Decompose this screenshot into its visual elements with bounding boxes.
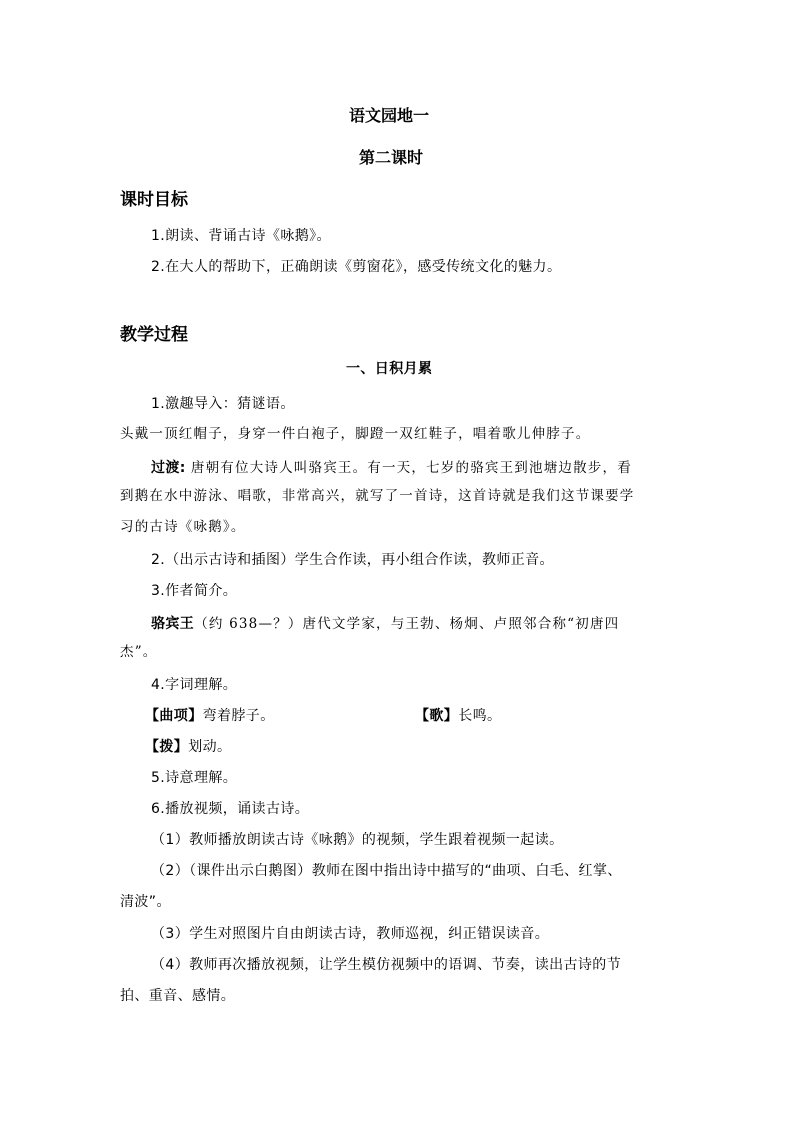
process-heading: 教学过程 xyxy=(120,325,188,345)
substep-1: （1）教师播放朗读古诗《咏鹅》的视频，学生跟着视频一起读。 xyxy=(151,832,564,848)
lesson-subtitle: 第二课时 xyxy=(359,148,424,167)
substep-2-line-1: （2）（课件出示白鹅图）教师在图中指出诗中描写的“曲项、白毛、红掌、 xyxy=(151,863,622,879)
transition-label: 过渡: xyxy=(151,460,186,476)
step-1: 1.激趣导入：猜谜语。 xyxy=(151,396,295,412)
section-title: 一、日积月累 xyxy=(346,361,433,377)
word-definition-3: 划动。 xyxy=(188,739,232,755)
substep-4-line-2: 拍、重音、感情。 xyxy=(120,988,236,1004)
author-text-1: （约 638—？）唐代文学家，与王勃、杨炯、卢照邻合称“初唐四 xyxy=(194,616,620,632)
transition-text-3: 习的古诗《咏鹅》。 xyxy=(120,519,246,535)
substep-2-line-2: 清波”。 xyxy=(120,894,171,910)
goal-item-2: 2.在大人的帮助下，正确朗读《剪窗花》，感受传统文化的魅力。 xyxy=(151,259,562,275)
word-entry-2 xyxy=(415,709,501,723)
step-5: 5.诗意理解。 xyxy=(151,770,238,786)
goal-item-1: 1.朗读、背诵古诗《咏鹅》。 xyxy=(151,228,331,244)
substep-3: （3）学生对照图片自由朗读古诗，教师巡视，纠正错误读音。 xyxy=(151,926,550,942)
word-term-3: 【拨】 xyxy=(145,739,189,755)
word-entry-3 xyxy=(145,740,231,754)
word-definition-1: 弯着脖子。 xyxy=(202,708,275,724)
goals-heading: 课时目标 xyxy=(120,190,188,210)
step-2: 2.（出示古诗和插图）学生合作读，再小组合作读，教师正音。 xyxy=(151,552,554,568)
transition-text-1: 唐朝有位大诗人叫骆宾王。有一天，七岁的骆宾王到池塘边散步，看 xyxy=(190,460,632,476)
word-term-2: 【歌】 xyxy=(415,708,459,724)
word-entry-1 xyxy=(145,709,275,723)
transition-paragraph xyxy=(151,459,632,476)
step-3: 3.作者简介。 xyxy=(151,583,238,599)
word-term-1: 【曲项】 xyxy=(145,708,203,724)
substep-4-line-1: （4）教师再次播放视频，让学生模仿视频中的语调、节奏，读出古诗的节 xyxy=(151,957,622,973)
author-paragraph xyxy=(151,615,619,632)
author-text-2: 杰”。 xyxy=(120,644,158,660)
transition-text-2: 到鹅在水中游泳、唱歌，非常高兴，就写了一首诗，这首诗就是我们这节课要学 xyxy=(120,488,635,504)
author-name: 骆宾王 xyxy=(151,616,195,632)
word-definition-2: 长鸣。 xyxy=(458,708,502,724)
page-title: 语文园地一 xyxy=(349,106,430,125)
step-4: 4.字词理解。 xyxy=(151,677,238,693)
riddle-text: 头戴一顶红帽子，身穿一件白袍子，脚蹬一双红鞋子，唱着歌儿伸脖子。 xyxy=(120,426,591,442)
step-6: 6.播放视频，诵读古诗。 xyxy=(151,801,310,817)
